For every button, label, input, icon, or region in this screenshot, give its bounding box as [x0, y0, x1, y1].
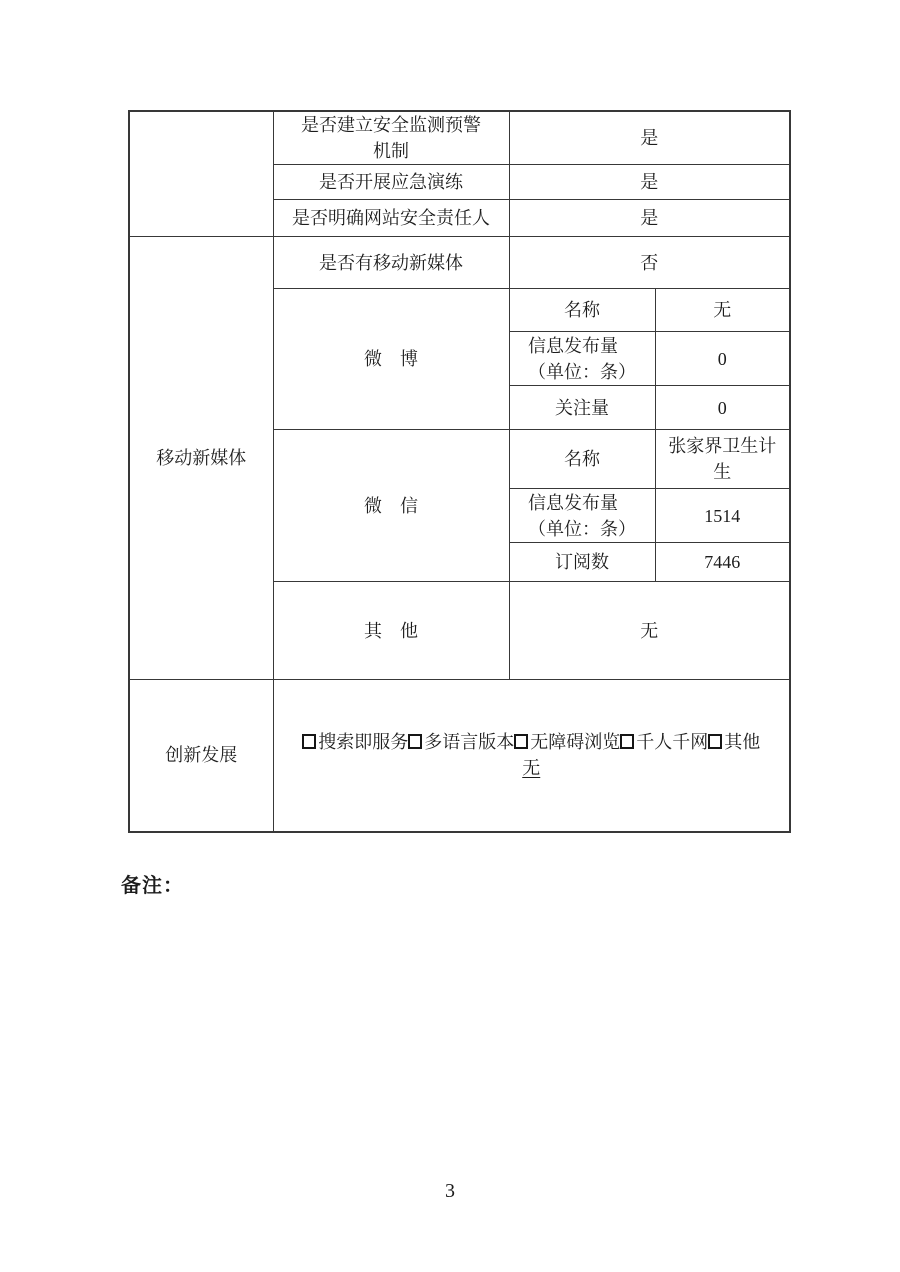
innovation-option-5: 其他	[724, 732, 761, 753]
other-media-label: 其 他	[273, 582, 509, 680]
innovation-option-4: 千人千网	[636, 732, 709, 753]
checkbox-icon	[708, 734, 722, 749]
security-q3-label: 是否明确网站安全责任人	[273, 200, 509, 237]
mobile-availability-label: 是否有移动新媒体	[273, 237, 509, 289]
wechat-label: 微 信	[273, 430, 509, 582]
wechat-posts-label: 信息发布量 （单位：条）	[509, 489, 655, 543]
innovation-option-1: 搜索即服务	[318, 732, 409, 753]
weibo-posts-value: 0	[655, 332, 790, 386]
weibo-name-value: 无	[655, 289, 790, 332]
annual-report-table	[128, 110, 791, 833]
weibo-followers-label: 关注量	[509, 386, 655, 430]
checkbox-icon	[620, 734, 634, 749]
checkbox-icon	[408, 734, 422, 749]
wechat-name-label: 名称	[509, 430, 655, 489]
security-q1-label: 是否建立安全监测预警机制	[273, 111, 509, 165]
other-media-value: 无	[509, 582, 790, 680]
weibo-followers-value: 0	[655, 386, 790, 430]
weibo-name-label: 名称	[509, 289, 655, 332]
checkbox-icon	[302, 734, 316, 749]
mobile-availability-value: 否	[509, 237, 790, 289]
checkbox-icon	[514, 734, 528, 749]
wechat-name-value: 张家界卫生计生	[655, 430, 790, 489]
notes-label: 备注：	[121, 875, 184, 897]
wechat-posts-value: 1514	[655, 489, 790, 543]
security-q1-value: 是	[509, 111, 790, 165]
weibo-posts-label: 信息发布量 （单位：条）	[509, 332, 655, 386]
security-q2-label: 是否开展应急演练	[273, 165, 509, 200]
innovation-options-line	[274, 729, 790, 781]
innovation-option-2: 多语言版本	[424, 732, 515, 753]
security-q3-value: 是	[509, 200, 790, 237]
innovation-options-cell	[273, 680, 790, 832]
innovation-other-value: 无	[522, 758, 541, 779]
section-label-innovation: 创新发展	[129, 680, 273, 832]
section-label-mobile-media: 移动新媒体	[129, 237, 273, 680]
innovation-option-3: 无障碍浏览	[530, 732, 621, 753]
security-q2-value: 是	[509, 165, 790, 200]
page-number: 3	[445, 1180, 455, 1202]
wechat-subscribers-value: 7446	[655, 543, 790, 582]
wechat-subscribers-label: 订阅数	[509, 543, 655, 582]
section-cell-continued	[129, 111, 273, 237]
weibo-label: 微 博	[273, 289, 509, 430]
